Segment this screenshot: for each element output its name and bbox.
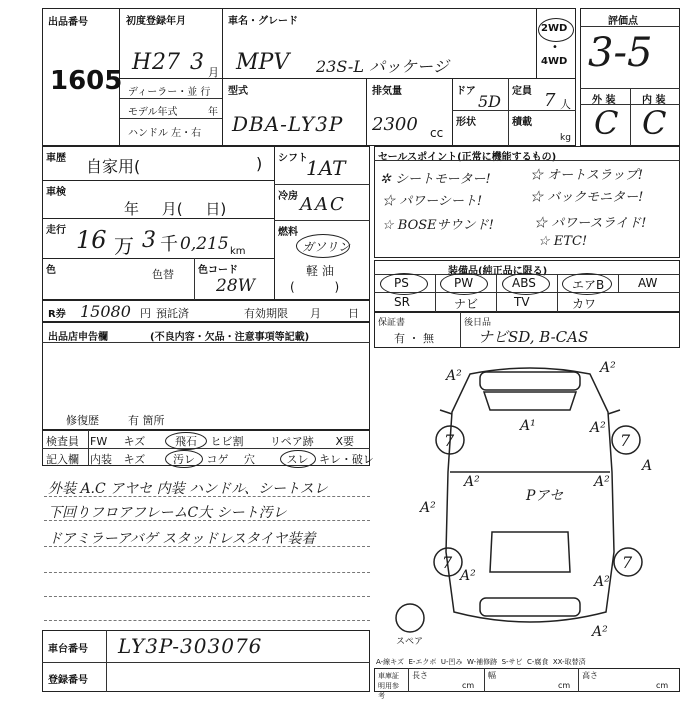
displacement-label: 排気量 [372, 86, 402, 97]
repair-value: 有 箇所 [128, 414, 165, 427]
model-name: MPV [236, 50, 290, 75]
sp-underline [374, 160, 680, 161]
drive-2wd: 2WD [541, 23, 568, 34]
dims-h: 高さ [582, 671, 598, 680]
info-hline-4 [274, 184, 370, 185]
history-value: 自家用( [86, 157, 141, 176]
header-hline-3 [120, 118, 222, 119]
dims-h-cm: cm [656, 681, 669, 690]
first-reg-era: H [132, 50, 152, 75]
dmg-label-9: A [642, 458, 653, 474]
first-reg-label: 初度登録年月 [126, 16, 186, 27]
header-divider-4 [508, 78, 509, 110]
handle-label: ハンドル 左・右 [128, 128, 202, 139]
fuel-value: ガソリン [302, 240, 351, 254]
eq-aw: AW [638, 276, 658, 290]
info-vline-2 [194, 258, 195, 300]
lot-cell [42, 8, 123, 146]
model-year-label: モデル年式 [128, 107, 178, 118]
spare-label: スペア [396, 637, 424, 647]
selling-point-6: ☆ パワースライド! [534, 216, 647, 231]
dims-vline [408, 668, 409, 692]
dmg-label-1: A² [446, 368, 462, 384]
dmg-label-12: A² [592, 624, 608, 640]
tire-label-fl: 7 [444, 431, 455, 450]
model-year-unit: 年 [208, 107, 218, 118]
decl-line [42, 342, 370, 343]
dmg-label-11: A² [594, 574, 610, 590]
dims-w: 幅 [488, 671, 496, 680]
aftermarket-value: ナビSD, B-CAS [478, 328, 589, 346]
color-code-label: 色コード [198, 265, 238, 276]
info-hline-5 [274, 220, 370, 221]
recycle-value: 15080 [80, 302, 131, 321]
car-front-window [484, 392, 576, 410]
dims-l: 長さ [412, 671, 428, 680]
dmg-label-5: A² [464, 474, 480, 490]
damage-legend: A-線キズ E-エクボ U-凹み W-補修跡 S-サビ C-腐食 XX-取替済 [376, 658, 586, 666]
doors-value: 5D [478, 92, 502, 111]
mileage-unit: km [230, 246, 246, 257]
recycle-m: 月 [310, 307, 321, 320]
type-value: DBA-LY3P [232, 112, 344, 136]
registration-label: 登録番号 [48, 675, 88, 686]
tire-label-rl: 7 [442, 553, 453, 572]
repair-label: 修復歴 [66, 414, 99, 427]
chassis-hline [42, 662, 370, 663]
dmg-label-6: Pアセ [526, 488, 564, 504]
insp-x: X要 [335, 435, 355, 448]
shape-label: 形状 [456, 117, 476, 128]
rating-score: 3-5 [588, 30, 653, 76]
first-reg-year: 27 [152, 50, 180, 75]
displacement-value: 2300 [372, 114, 418, 135]
rating-ext: C [594, 104, 619, 142]
header-divider-3 [452, 78, 453, 146]
header-divider-6 [536, 8, 537, 78]
rating-line-1 [580, 26, 680, 27]
capacity-label: 定員 [512, 86, 532, 97]
car-diagram [380, 352, 680, 642]
insp-crack: ヒビ割 [210, 435, 244, 448]
doors-label: ドア [456, 86, 476, 97]
fuel-sub: 軽 油 [306, 264, 334, 278]
inspection-value: 年 月( 日) [124, 200, 227, 218]
insp-stone: 飛石 [165, 432, 207, 450]
insp-repair: リペア跡 [270, 435, 314, 448]
fuel-paren: ( ) [290, 280, 340, 294]
selling-point-1: ✲ シートモーター! [380, 172, 491, 187]
note-line-4 [44, 572, 370, 573]
mileage-man: 16 [76, 226, 107, 254]
first-reg-unit: 月 [208, 66, 219, 79]
eq-sr: SR [394, 295, 410, 309]
warranty-value: 有 ・ 無 [394, 332, 434, 345]
selling-point-3: ☆ パワーシート! [382, 194, 483, 209]
eq-vline-1 [435, 274, 436, 312]
inspector-label: 検査員 [46, 435, 79, 448]
note-line-5 [44, 596, 370, 597]
rating-ext-label: 外 装 [592, 95, 616, 106]
eq-vline-3 [557, 274, 558, 312]
dmg-label-8: A² [420, 500, 436, 516]
drive-dot: • [552, 42, 558, 53]
selling-point-7: ☆ ETC! [538, 234, 588, 249]
car-mirror-left [440, 410, 452, 414]
shift-value: 1AT [306, 156, 346, 180]
recycle-d: 日 [348, 307, 359, 320]
info-hline-1 [42, 180, 274, 181]
chassis-label: 車台番号 [48, 644, 88, 655]
dmg-label-4: A² [590, 420, 606, 436]
insp-burn: コゲ [206, 453, 229, 466]
inspection-label: 車検 [46, 187, 66, 198]
rating-int: C [642, 104, 667, 142]
header-hline-2 [120, 98, 222, 99]
info-hline-3 [42, 258, 274, 259]
car-mirror-right [608, 410, 620, 414]
warranty-vline [460, 312, 461, 348]
dims-w-cm: cm [558, 681, 571, 690]
rating-int-label: 内 装 [642, 95, 666, 106]
declaration-note: (不良内容・欠品・注意事項等記載) [150, 332, 310, 343]
mileage-sen-unit: 千 [160, 234, 178, 255]
car-rear-window [490, 532, 570, 572]
eq-ps: PS [394, 276, 409, 290]
insp-tear: キレ・破レ [319, 453, 374, 466]
recycle-yen: 円 [140, 307, 151, 320]
insp-hole: 穴 [244, 453, 255, 466]
rating-label: 評価点 [608, 16, 638, 27]
dmg-label-10: A² [460, 568, 476, 584]
fuel-label: 燃料 [278, 227, 298, 238]
insp-wear: スレ [280, 450, 316, 468]
mileage-label: 走行 [46, 225, 66, 236]
info-vline [274, 146, 275, 300]
drive-4wd: 4WD [541, 56, 568, 67]
tire-label-fr: 7 [620, 431, 631, 450]
mileage-man-unit: 万 [114, 234, 134, 258]
header-hline-5 [452, 110, 576, 111]
capacity-value: 7 [544, 90, 556, 111]
header-hline-1 [120, 78, 222, 79]
rating-line-3 [630, 88, 631, 146]
eq-navi: ナビ [454, 297, 479, 311]
chassis-vline [106, 630, 107, 692]
model-label: 車名・グレード [228, 16, 298, 27]
note-2: 下回りフロアフレームC大 シート汚レ [48, 505, 287, 521]
mileage-sen: 3 [142, 228, 156, 253]
load-unit: kg [560, 133, 571, 143]
eq-tv: TV [514, 295, 530, 309]
color-change: 色替 [152, 268, 174, 281]
displacement-unit: cc [430, 126, 444, 140]
header-divider-5 [508, 110, 509, 146]
eq-abs: ABS [512, 276, 536, 290]
header-hline-4 [222, 78, 576, 79]
dmg-label-7: A² [594, 474, 610, 490]
selling-points-label: セールスポイント(正常に機能するもの) [378, 152, 557, 163]
selling-point-5: ☆ BOSEサウンド! [382, 218, 494, 233]
selling-point-4: ☆ バックモニター! [530, 190, 644, 205]
eq-vline-2 [496, 274, 497, 312]
recycle-expiry: 有効期限 [244, 307, 288, 320]
aftermarket-label: 後日品 [464, 318, 492, 328]
type-label: 型式 [228, 86, 248, 97]
selling-point-2: ☆ オートスラップ! [530, 168, 643, 183]
insp-vline [88, 430, 89, 466]
warranty-label: 保証書 [378, 318, 406, 328]
info-hline-2 [42, 218, 274, 219]
lot-number: 1605 [50, 66, 123, 96]
eq-leather: カワ [572, 297, 597, 311]
insp-row1 [90, 432, 354, 450]
history-close: ) [256, 154, 263, 173]
tire-spare [396, 604, 424, 632]
eq-airbag: エアB [572, 278, 605, 292]
dims-l-cm: cm [462, 681, 475, 690]
shift-label: シフト [278, 153, 308, 164]
dmg-label-2: A² [600, 360, 616, 376]
cooler-label: 冷房 [278, 191, 298, 202]
inspector-label-2: 記入欄 [46, 453, 79, 466]
insp-interior: 内装 [90, 453, 112, 466]
car-rear-bumper [480, 598, 580, 616]
declaration-label: 出品店申告欄 [48, 332, 108, 343]
dealer-label: ディーラー・並 行 [128, 87, 211, 98]
dims-vline-3 [578, 668, 579, 692]
header-divider-2 [366, 78, 367, 146]
chassis-value: LY3P-303076 [118, 634, 263, 658]
tire-label-rr: 7 [622, 553, 633, 572]
note-3: ドアミラーアバゲ スタッドレスタイヤ装着 [48, 531, 316, 547]
capacity-unit: 人 [560, 98, 571, 111]
note-line-6 [44, 620, 370, 621]
eq-vline-4 [618, 274, 619, 292]
cooler-value: AAC [300, 194, 346, 215]
load-label: 積載 [512, 117, 532, 128]
insp-scratch: キズ [123, 435, 146, 448]
car-front-bumper [480, 372, 580, 390]
color-label: 色 [46, 265, 56, 276]
lot-label: 出品番号 [48, 17, 88, 28]
insp-row2 [90, 450, 374, 468]
dims-label: 車庫証明用参考 [378, 672, 399, 700]
first-reg-month: 3 [190, 50, 204, 75]
color-code-value: 28W [216, 276, 256, 296]
equipment-label: 装備品(純正品に限る) [448, 266, 548, 277]
eq-pw: PW [454, 276, 474, 290]
mileage-rest: 0,215 [180, 234, 229, 254]
recycle-label: R券 [48, 309, 66, 320]
history-label: 車歴 [46, 153, 66, 164]
insp-fw: FW [90, 435, 108, 448]
dmg-label-3: A¹ [520, 418, 536, 434]
insp-int-scratch: キズ [123, 453, 146, 466]
note-1: 外装 A.C アヤセ 内装 ハンドル、シートスレ [48, 481, 328, 497]
header-divider-1 [222, 8, 223, 146]
insp-dirt: 汚レ [165, 450, 203, 468]
recycle-deposit: 預託済 [156, 307, 189, 320]
model-grade: 23S-L パッケージ [316, 57, 449, 76]
dims-vline-2 [484, 668, 485, 692]
